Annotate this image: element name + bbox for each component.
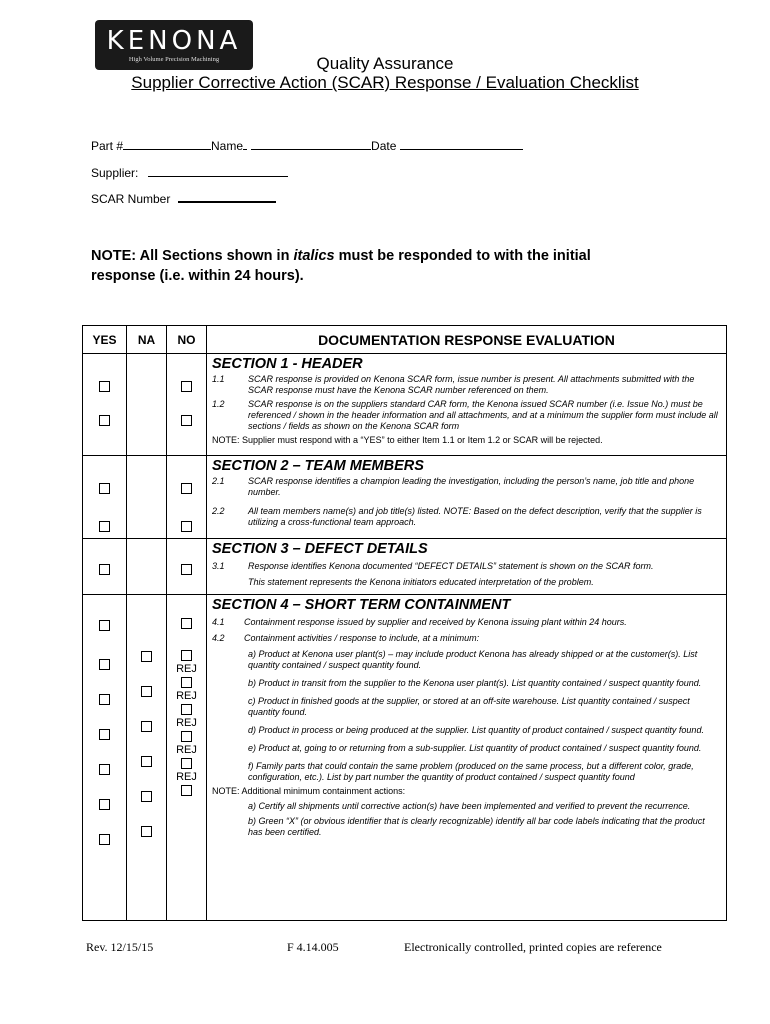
part-name-date-row <box>91 139 523 153</box>
item-3-1-statement: This statement represents the Kenona initiators educated interpretation of the problem. <box>248 577 594 587</box>
s4-a-no-checkbox[interactable] <box>181 650 192 661</box>
s4-no-column <box>167 595 207 921</box>
item-4-2-c: c) Product in finished goods at the supplier, or stored at an off-site warehouse. List quantity contained / suspect quantity found. <box>248 696 690 717</box>
item-4-2-e: e) Product at, going to or returning from a sub-supplier. List quantity of product contained / suspect quantity found. <box>248 743 702 753</box>
col-no: NO <box>167 326 207 354</box>
s4-b-yes-checkbox[interactable] <box>99 694 110 705</box>
s1-1-yes-checkbox[interactable] <box>99 381 110 392</box>
s4-na-column <box>127 595 167 921</box>
section-3-title: SECTION 3 – DEFECT DETAILS <box>212 541 428 557</box>
s4-a-rej-label: REJ <box>176 663 197 675</box>
s2-2-no-checkbox[interactable] <box>181 521 192 532</box>
s4-c-rej-label: REJ <box>176 717 197 729</box>
doc-subtitle: Supplier Corrective Action (SCAR) Response / Evaluation Checklist <box>131 73 639 92</box>
item-4-2-b: b) Product in transit from the supplier to the Kenona user plant(s). List quantity contained / suspect quantity found. <box>248 678 702 688</box>
logo-word: KENONA <box>106 26 242 56</box>
item-4-2-d: d) Product in process or being produced at the supplier. List quantity of product contained / suspect quantity found. <box>248 725 704 735</box>
logo-tagline: High Volume Precision Machining <box>128 56 220 63</box>
footer-revision: Rev. 12/15/15 <box>86 940 154 954</box>
s2-1-no-checkbox[interactable] <box>181 483 192 494</box>
supplier-label: Supplier: <box>91 166 139 180</box>
item-1-2: 1.2 SCAR response is on the suppliers standard CAR form, the Kenona issued SCAR number (i.e. Issue No.) must be referenced / shown in the header information and all attachments, and at a minimum the supplier form must include all sections / fields as shown on the Kenona SCAR form <box>212 399 718 431</box>
item-4-2-a: a) Product at Kenona user plant(s) – may include product Kenona has already shipped or at the customer(s). List quantity contained / suspect quantity found. <box>248 649 698 670</box>
section-4-title: SECTION 4 – SHORT TERM CONTAINMENT <box>212 597 511 613</box>
supplier-field[interactable] <box>148 166 288 177</box>
s4-f-na-checkbox[interactable] <box>141 826 152 837</box>
date-field[interactable] <box>400 139 523 150</box>
section-4-note-b: b) Green “X” (or obvious identifier that is clearly recognizable) identify all bar code labels indicating that the product has been certified. <box>248 816 705 837</box>
s4-e-rej-label: REJ <box>176 771 197 783</box>
s1-2-yes-checkbox[interactable] <box>99 415 110 426</box>
item-2-1: 2.1 SCAR response identifies a champion leading the investigation, including the person’s name, job title and phone number. <box>212 476 695 497</box>
s4-d-yes-checkbox[interactable] <box>99 764 110 775</box>
s2-2-yes-checkbox[interactable] <box>99 521 110 532</box>
evaluation-header: DOCUMENTATION RESPONSE EVALUATION <box>207 326 727 354</box>
s4-f-no-checkbox[interactable] <box>181 785 192 796</box>
s4-e-no-checkbox[interactable] <box>181 758 192 769</box>
s4-e-na-checkbox[interactable] <box>141 791 152 802</box>
evaluation-checklist <box>82 325 727 921</box>
s4-yes-column <box>83 595 127 921</box>
date-label: Date <box>371 139 397 153</box>
s4-1-no-checkbox[interactable] <box>181 618 192 629</box>
s4-a-na-checkbox[interactable] <box>141 651 152 662</box>
item-3-1: 3.1 Response identifies Kenona documented “DEFECT DETAILS” statement is shown on the SCAR form. <box>212 561 654 571</box>
s4-b-na-checkbox[interactable] <box>141 686 152 697</box>
item-4-2-f: f) Family parts that could contain the same problem (produced on the same process, but a different color, grade, configuration, etc.). List by part number the quantity of product contained / suspect quantity found <box>248 761 694 782</box>
s2-1-yes-checkbox[interactable] <box>99 483 110 494</box>
scar-field[interactable] <box>178 191 276 203</box>
section-4-note: NOTE: Additional minimum containment actions: <box>212 786 406 796</box>
note-italic-word: italics <box>293 248 335 264</box>
s4-b-no-checkbox[interactable] <box>181 677 192 688</box>
footer-statement: Electronically controlled, printed copies are reference <box>404 940 662 954</box>
item-4-2: 4.2 Containment activities / response to include, at a minimum: <box>212 633 480 643</box>
s1-1-no-checkbox[interactable] <box>181 381 192 392</box>
section-1-note: NOTE: Supplier must respond with a “YES” to either Item 1.1 or Item 1.2 or SCAR will be rejected. <box>212 435 603 445</box>
s4-e-yes-checkbox[interactable] <box>99 799 110 810</box>
col-na: NA <box>127 326 167 354</box>
item-4-1: 4.1 Containment response issued by supplier and received by Kenona issuing plant within 24 hours. <box>212 617 627 627</box>
s4-d-na-checkbox[interactable] <box>141 756 152 767</box>
section-2-title: SECTION 2 – TEAM MEMBERS <box>212 458 424 474</box>
item-1-1: 1.1 SCAR response is provided on Kenona SCAR form, issue number is present. All attachments submitted with the SCAR response must have the Kenona SCAR number referenced on them. <box>212 374 695 395</box>
s4-c-yes-checkbox[interactable] <box>99 729 110 740</box>
s4-d-no-checkbox[interactable] <box>181 731 192 742</box>
s3-1-yes-checkbox[interactable] <box>99 564 110 575</box>
supplier-row <box>91 166 288 180</box>
s4-f-yes-checkbox[interactable] <box>99 834 110 845</box>
item-2-2: 2.2 All team members name(s) and job title(s) listed. NOTE: Based on the defect description, verify that the supplier is utilizing a cross-functional team approach. <box>212 506 702 527</box>
name-label: Name <box>211 139 244 153</box>
col-yes: YES <box>83 326 127 354</box>
name-field[interactable] <box>251 139 371 150</box>
s4-1-yes-checkbox[interactable] <box>99 620 110 631</box>
section-1-title: SECTION 1 - HEADER <box>212 356 363 372</box>
doc-title: Quality Assurance <box>316 54 454 73</box>
scar-label: SCAR Number <box>91 192 171 206</box>
part-field[interactable] <box>123 139 211 150</box>
s4-c-na-checkbox[interactable] <box>141 721 152 732</box>
part-label: Part # <box>91 139 124 153</box>
initial-response-note: NOTE: All Sections shown in italics must be responded to with the initial response (i.e. within 24 hours). <box>91 248 591 284</box>
s1-2-no-checkbox[interactable] <box>181 415 192 426</box>
s4-b-rej-label: REJ <box>176 690 197 702</box>
scar-row <box>91 191 276 206</box>
section-4-note-a: a) Certify all shipments until corrective action(s) have been implemented and verified to prevent the recurrence. <box>248 801 691 811</box>
s4-c-no-checkbox[interactable] <box>181 704 192 715</box>
s4-a-yes-checkbox[interactable] <box>99 659 110 670</box>
s3-1-no-checkbox[interactable] <box>181 564 192 575</box>
s4-d-rej-label: REJ <box>176 744 197 756</box>
footer-form-number: F 4.14.005 <box>287 940 339 954</box>
